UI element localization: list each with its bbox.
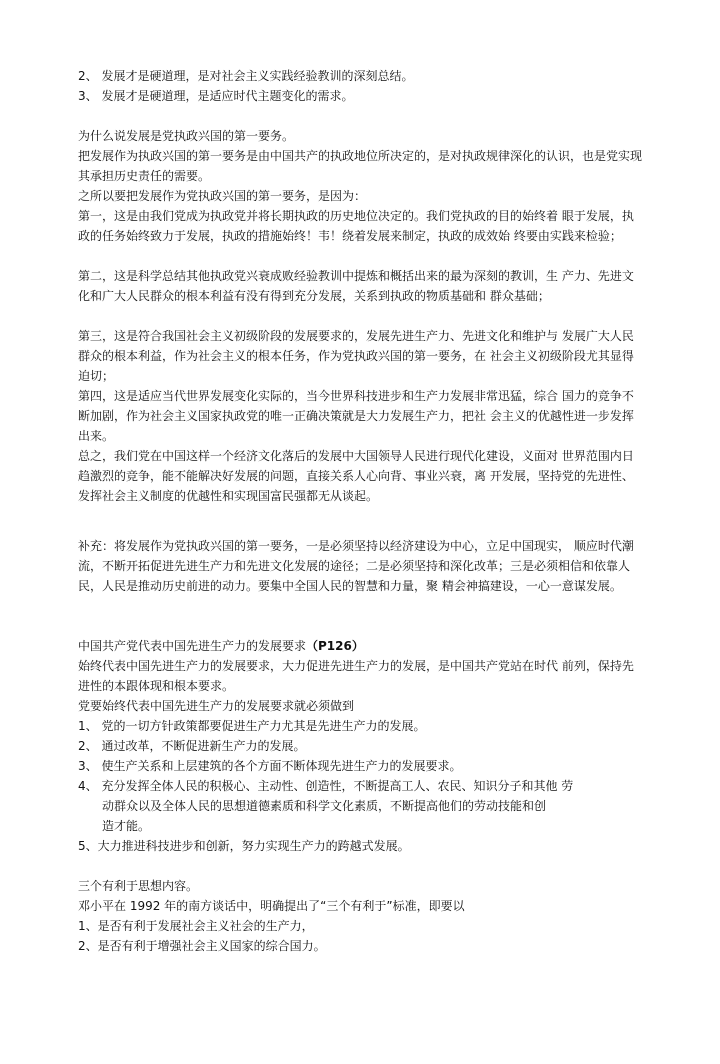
list-item: 5、大力推进科技进步和创新，努力实现生产力的跨越式发展。 [78,839,410,853]
paragraph: 邓小平在 1992 年的南方谈话中，明确提出了“三个有利于”标准，即要以 [78,899,465,913]
section-heading: 三个有利于思想内容。 [78,879,199,893]
list-item: 2、 发展才是硬道理，是对社会主义实践经验教训的深刻总结。 [78,69,414,83]
section-heading-text: 中国共产党代表中国先进生产力的发展要求 [78,639,307,653]
list-item: 2、 通过改革，不断促进新生产力的发展。 [78,739,306,753]
list-item-continuation: 造才能。 [102,819,151,833]
page-ref: （P126） [306,639,364,653]
paragraph-supplement: 补充：将发展作为党执政兴国的第一要务，一是必须坚持以经济建设为中心，立足中国现实， 顺应时代潮流，不断开拓促进先进生产力和先进文化发展的途径；二是必须坚持和深化改革；三是必须相信和依靠人民，人民是推动历史前进的动力。要集中全国人民的智慧和力量，聚 精会神搞建设，一心一意谋发展。 [78,539,634,593]
paragraph: 之所以要把发展作为党执政兴国的第一要务，是因为： [78,189,367,203]
list-item: 2、是否有利于增强社会主义国家的综合国力。 [78,939,326,953]
list-item: 1、是否有利于发展社会主义社会的生产力， [78,919,314,933]
list-item: 4、 充分发挥全体人民的积极心、主动性、创造性，不断提高工人、农民、知识分子和其他 劳 [78,779,574,793]
list-item-continuation: 动群众以及全体人民的思想道德素质和科学文化素质，不断提高他们的劳动技能和创 [102,799,547,813]
paragraph: 党要始终代表中国先进生产力的发展要求就必须做到 [78,699,355,713]
list-item: 3、 使生产关系和上层建筑的各个方面不断体现先进生产力的发展要求。 [78,759,462,773]
list-item: 1、 党的一切方针政策都要促进生产力尤其是先进生产力的发展。 [78,719,426,733]
section-heading: 为什么说发展是党执政兴国的第一要务。 [78,129,295,143]
list-item: 3、 发展才是硬道理，是适应时代主题变化的需求。 [78,89,354,103]
paragraph-first: 第一，这是由我们党成为执政党并将长期执政的历史地位决定的。我们党执政的目的始终着 眼于发展，执政的任务始终致力于发展，执政的措施始终！韦！绕着发展来制定，执政的成效始 终要由实践来检验； [78,209,634,243]
paragraph-second: 第二，这是科学总结其他执政党兴衰成败经验教训中提炼和概括出来的最为深刻的教训，生 产力、先进文化和广大人民群众的根本利益有没有得到充分发展，关系到执政的物质基础和 群众基础； [78,269,634,303]
paragraph-summary: 总之，我们党在中国这样一个经济文化落后的发展中大国领导人民进行现代化建设，义面对 世界范围内日趋激烈的竞争，能不能解决好发展的问题，直接关系人心向背、事业兴衰，离 开发展，坚持党的先进性、发挥社会主义制度的优越性和实现国富民强都无从谈起。 [78,449,634,503]
paragraph: 始终代表中国先进生产力的发展要求，大力促进先进生产力的发展，是中国共产党站在时代 前列，保持先进性的本跟体现和根本要求。 [78,659,634,693]
paragraph-fourth: 第四，这是适应当代世界发展变化实际的，当今世界科技进步和生产力发展非常迅猛，综合 国力的竞争不断加剧，作为社会主义国家执政党的唯一正确决策就是大力发展生产力，把社 会主义的优越性进一步发挥出来。 [78,389,634,443]
paragraph-third: 第三，这是符合我国社会主义初级阶段的发展要求的，发展先进生产力、先进文化和维护与 发展广大人民群众的根本利益，作为社会主义的根本任务，作为党执政兴国的第一要务，在 社会主义初级阶段尤其显得迫切； [78,329,634,383]
section-heading [78,636,644,656]
paragraph: 把发展作为执政兴国的第一要务是由中国共产的执政地位所决定的，是对执政规律深化的认识，也是党实现其承担历史责任的需要。 [78,149,643,183]
